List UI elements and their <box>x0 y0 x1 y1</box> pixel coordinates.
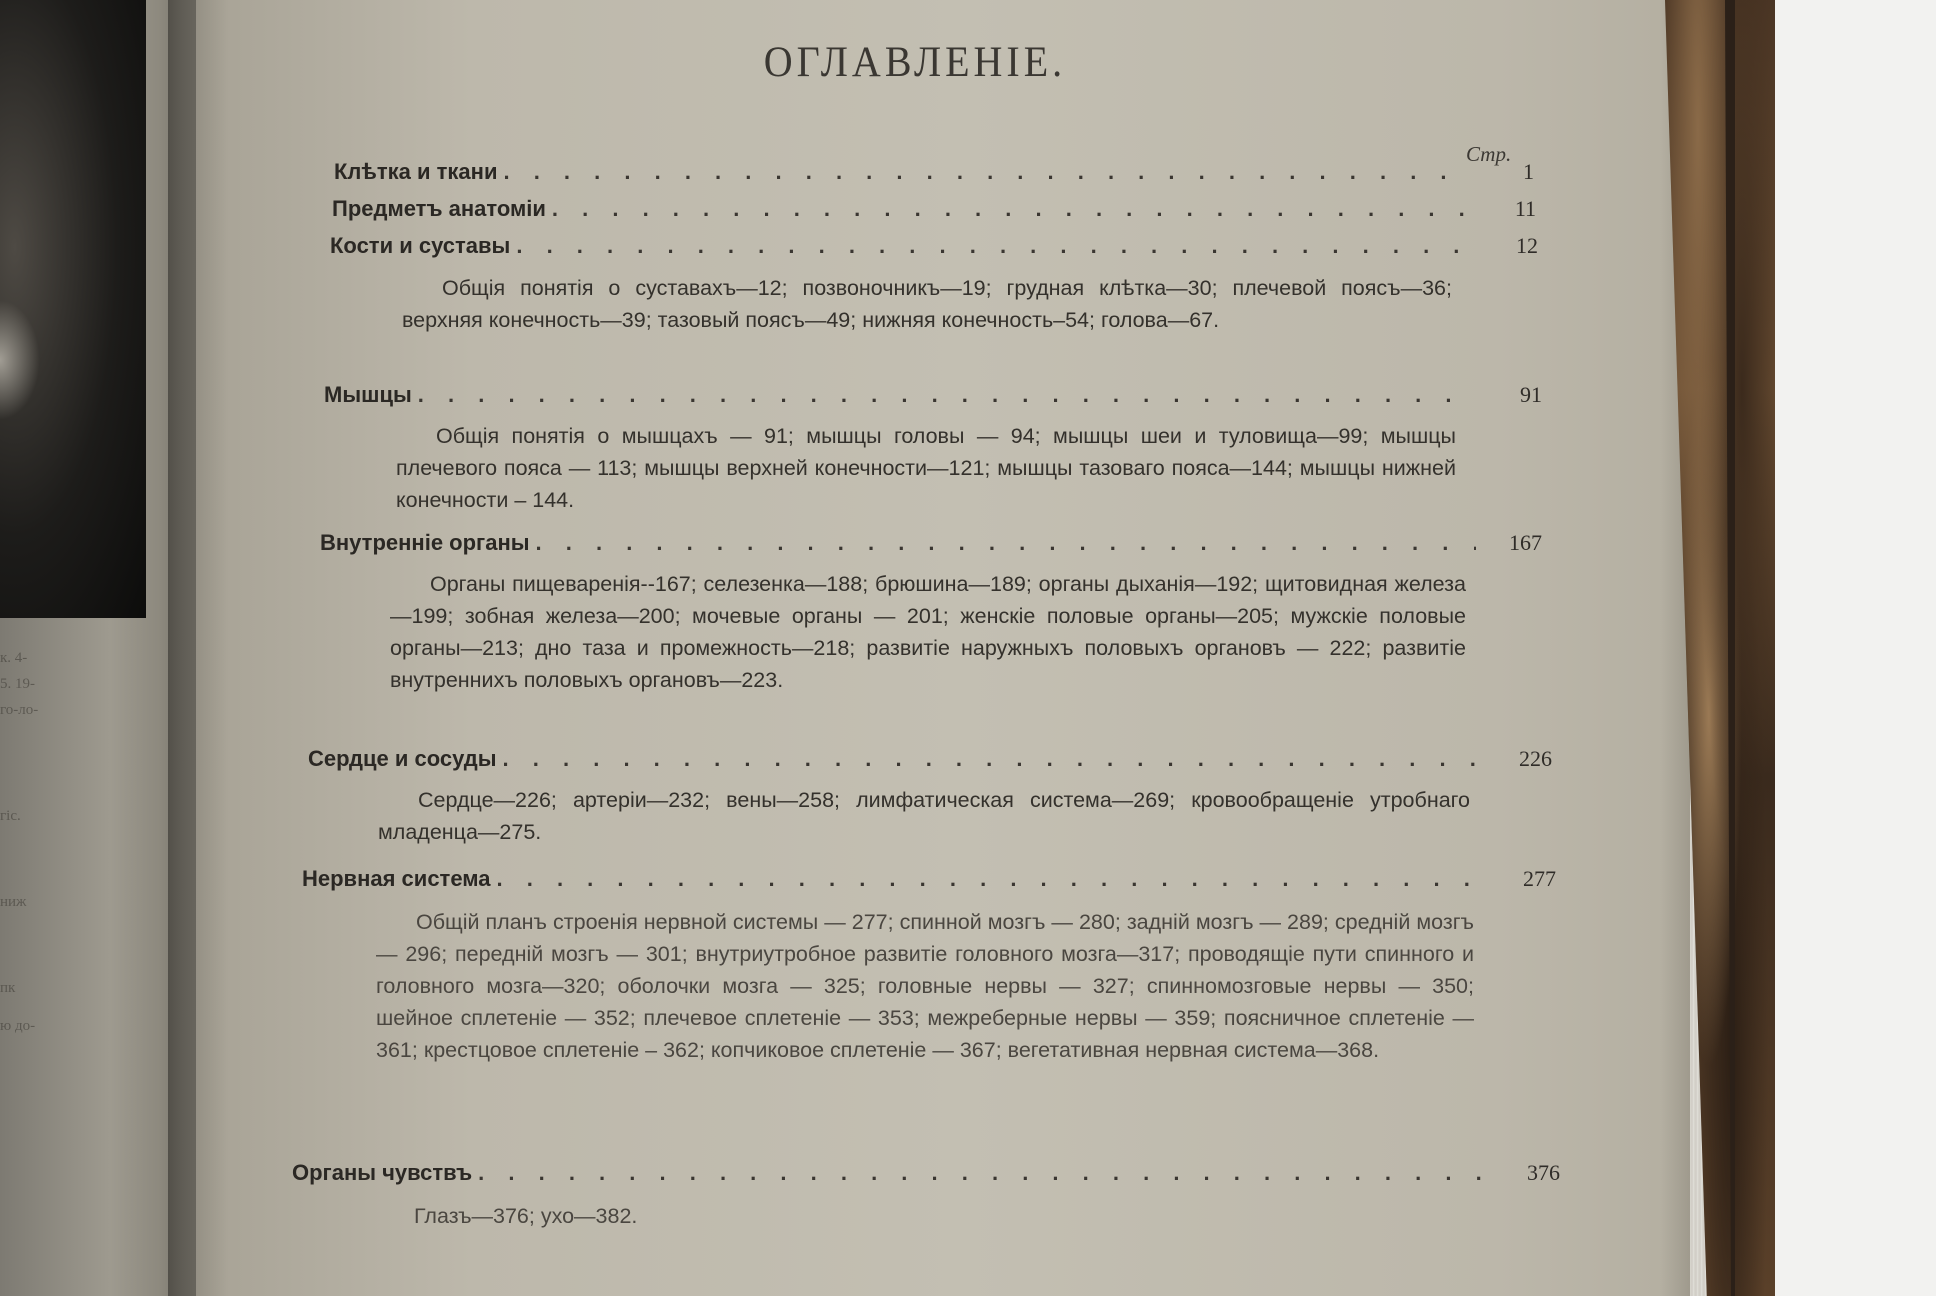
toc-entry-page: 11 <box>1514 196 1536 221</box>
dot-leader <box>516 233 1472 259</box>
left-page-fragment: пк <box>0 980 16 996</box>
toc-entry-page: 12 <box>1516 233 1538 258</box>
page-column-label: Стр. <box>1466 142 1512 166</box>
left-page-fragment: гіс. <box>0 808 21 824</box>
left-page-fragment: го-ло- <box>0 702 39 718</box>
plate-highlight <box>0 300 40 420</box>
toc-entry-page: 277 <box>1523 866 1556 891</box>
toc-entry-page: 226 <box>1519 746 1552 771</box>
toc-entry-title: Внутренніе органы <box>320 530 530 555</box>
gutter-shadow <box>168 0 228 1296</box>
toc-entry-page: 91 <box>1520 382 1542 407</box>
page-title: ОГЛАВЛЕНІЕ. <box>763 37 1067 86</box>
toc-entry-details: Органы пищеваренія--167; селезенка—188; брюшина—189; органы дыханія—192; щитовидная железа—199; зобная железа—200; мочевые органы — 201; женскіе половые органы—205; мужскіе половые органы—213; дно таза и промежность—218; развитіе наружныхъ половыхъ органовъ — 222; развитіе внутреннихъ половыхъ органовъ—223. <box>390 572 1466 692</box>
toc-entry-title: Сердце и сосуды <box>308 746 497 771</box>
left-page-fragment: ниж <box>0 894 27 910</box>
toc-entry[interactable] <box>332 196 1536 222</box>
toc-entry-title: Органы чувствъ <box>292 1160 473 1185</box>
dot-leader <box>478 1160 1494 1186</box>
dot-leader <box>497 866 1491 892</box>
toc-entry-details: Общій планъ строенія нервной системы — 277; спинной мозгъ — 280; задній мозгъ — 289; средній мозгъ — 296; передній мозгъ — 301; внутриутробное развитіе головного мозга—317; проводящіе пути спинного и головного мозга—320; оболочки мозга — 325; головные нервы — 327; спинномозговые нервы — 350; шейное сплетеніе — 352; плечевое сплетеніе — 353; межреберные нервы — 359; поясничное сплетеніе — 361; крестцовое сплетеніе – 362; копчиковое сплетеніе — 367; вегетативная нервная система—368. <box>376 910 1474 1062</box>
toc-entry-title: Нервная система <box>302 866 491 891</box>
toc-entry[interactable] <box>292 1160 1560 1186</box>
left-page-fragment: к. 4- <box>0 650 28 666</box>
toc-entry-title: Мышцы <box>324 382 412 407</box>
toc-entry-details: Глазъ—376; ухо—382. <box>414 1204 638 1228</box>
dot-leader <box>536 530 1476 556</box>
toc-entry-title: Кости и суставы <box>330 233 511 258</box>
toc-entry[interactable] <box>324 382 1542 408</box>
toc-entry-details: Общія понятія о суставахъ—12; позвоночникъ—19; грудная клѣтка—30; плечевой поясъ—36; верхняя конечность—39; тазовый поясъ—49; нижняя конечность–54; голова—67. <box>402 276 1452 332</box>
left-page-fragment: 5. 19- <box>0 676 35 692</box>
toc-entry-page: 376 <box>1527 1160 1560 1185</box>
toc-entry-details: Общія понятія о мышцахъ — 91; мышцы головы — 94; мышцы шеи и туловища—99; мышцы плечевого пояса — 113; мышцы верхней конечности—121; мышцы тазоваго пояса—144; мышцы нижней конечности – 144. <box>396 424 1456 512</box>
toc-entry[interactable] <box>308 746 1552 772</box>
dot-leader <box>552 196 1470 222</box>
dot-leader <box>503 746 1486 772</box>
toc-entry[interactable] <box>334 159 1534 185</box>
toc-entry-page: 1 <box>1523 159 1534 184</box>
left-page-fragment: ю до- <box>0 1018 36 1034</box>
toc-entry-title: Клѣтка и ткани <box>334 159 498 184</box>
dot-leader <box>418 382 1476 408</box>
toc-entry[interactable] <box>302 866 1556 892</box>
toc-entry-page: 167 <box>1509 530 1542 555</box>
dot-leader <box>503 159 1468 185</box>
toc-entry[interactable] <box>330 233 1538 259</box>
toc-entry-title: Предметъ анатоміи <box>332 196 546 221</box>
toc-entry-details: Сердце—226; артеріи—232; вены—258; лимфатическая система—269; кровообращеніе утробнаго младенца—275. <box>378 788 1470 844</box>
toc-entry[interactable] <box>320 530 1542 556</box>
